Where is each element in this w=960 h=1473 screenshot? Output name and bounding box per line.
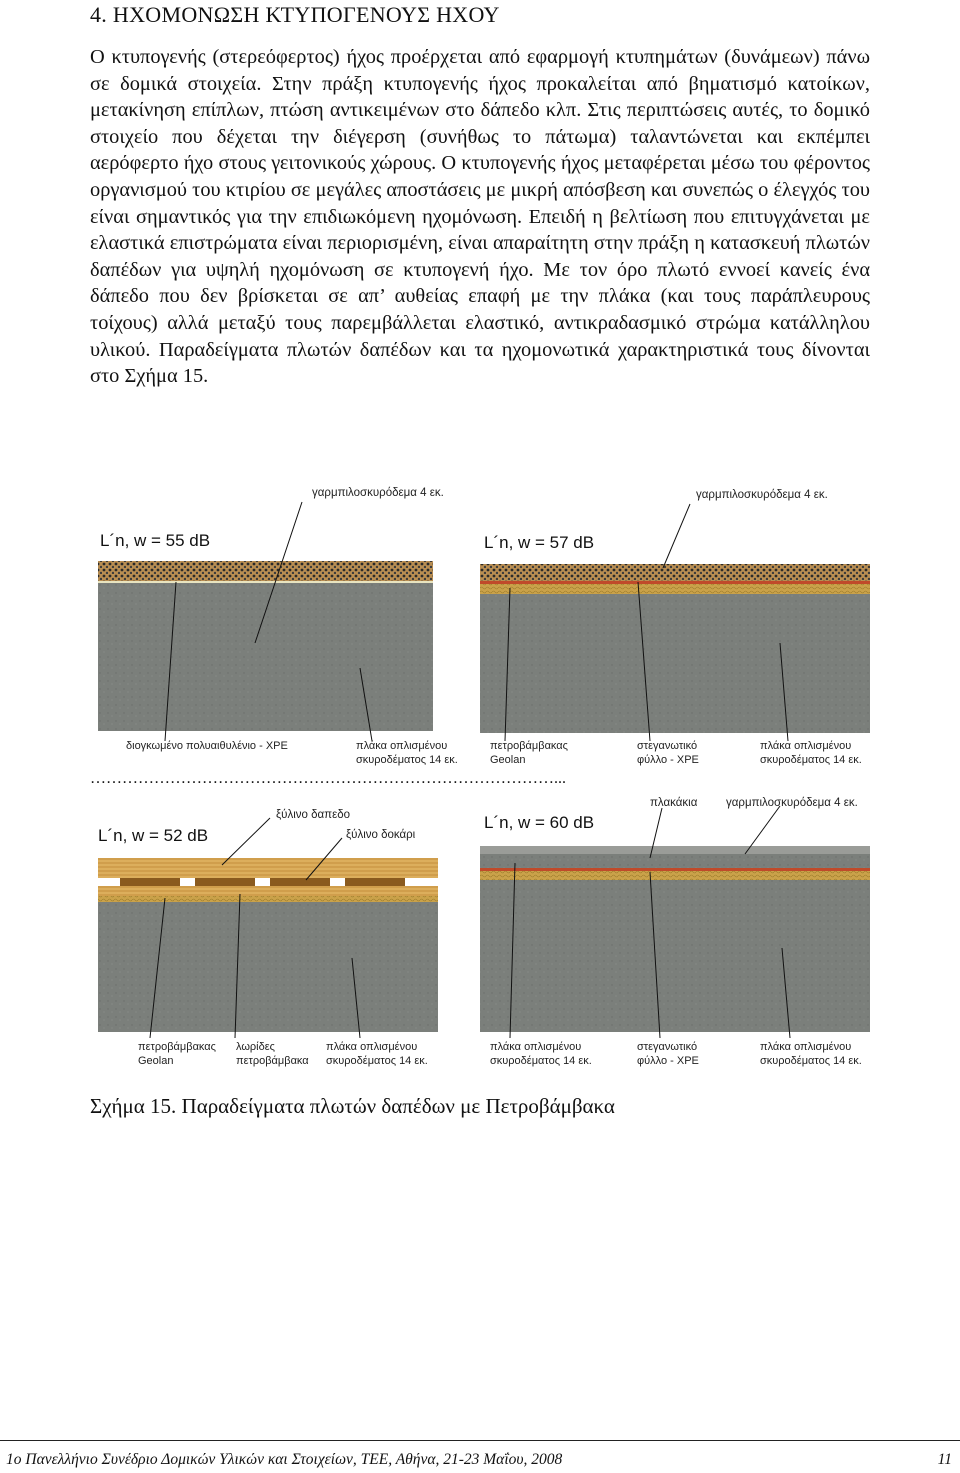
bottom-label: στεγανωτικό: [637, 1041, 698, 1053]
bottom-label: πλάκα οπλισμένου: [356, 740, 448, 752]
bottom-label: φύλλο - XPE: [637, 1055, 699, 1067]
wood-floor: [98, 858, 438, 878]
concrete-slab: [98, 902, 438, 1032]
bottom-label: πετροβάμβακας: [138, 1041, 216, 1053]
rating-label: L´n, w = 57 dB: [484, 533, 595, 552]
bottom-label: πετροβάμβακας: [490, 740, 568, 752]
wood-beam: [345, 878, 405, 886]
xpe-layer: [98, 581, 433, 583]
tiles-layer: [480, 846, 870, 854]
bottom-label: στεγανωτικό: [637, 740, 698, 752]
top-label: ξύλινο δαπεδο: [276, 809, 350, 821]
mineral-wool-layer: [480, 584, 870, 594]
leader-line: [663, 504, 690, 568]
section-heading: 4. ΗΧΟΜΟΝΩΣΗ ΚΤΥΠΟΓΕΝΟΥΣ ΗΧΟΥ: [90, 2, 500, 27]
bottom-label: πετροβάμβακα: [236, 1055, 309, 1067]
bottom-label: διογκωμένο πολυαιθυλένιο - XPE: [126, 740, 288, 752]
bottom-label: φύλλο - XPE: [637, 754, 699, 766]
panel-top-left: [98, 487, 458, 766]
top-label: ξύλινο δοκάρι: [346, 829, 416, 841]
bottom-label: Geolan: [138, 1055, 174, 1067]
wood-beam: [120, 878, 180, 886]
waterproof-layer: [480, 868, 870, 871]
rating-label: L´n, w = 55 dB: [100, 531, 211, 550]
bottom-label: Geolan: [490, 754, 526, 766]
top-label: γαρμπιλοσκυρόδεμα 4 εκ.: [696, 489, 828, 501]
mineral-wool-strips: [98, 896, 438, 902]
concrete-slab: [98, 583, 433, 731]
footer-conference: 1ο Πανελλήνιο Συνέδριο Δομικών Υλικών και Στοιχείων, ΤΕΕ, Αθήνα, 21-23 Μαΐου, 2008: [6, 1451, 563, 1468]
bottom-label: λωρίδες: [236, 1041, 275, 1053]
wood-beam: [195, 878, 255, 886]
floor-sections-diagram: [90, 478, 870, 1090]
figure-floating-floors: [90, 478, 870, 1090]
screed-layer: [98, 561, 433, 581]
separator-dots: ……………………………………………………………………………...: [90, 770, 566, 787]
bottom-label: σκυροδέματος 14 εκ.: [760, 1055, 862, 1067]
bottom-label: σκυροδέματος 14 εκ.: [326, 1055, 428, 1067]
rating-label: L´n, w = 52 dB: [98, 826, 209, 845]
screed-layer: [480, 854, 870, 868]
panel-bottom-left: [98, 809, 438, 1067]
figure-caption: Σχήμα 15. Παραδείγματα πλωτών δαπέδων με Πετροβάμβακα: [90, 1094, 615, 1118]
concrete-slab: [480, 880, 870, 1032]
bottom-label: πλάκα οπλισμένου: [326, 1041, 418, 1053]
bottom-label: σκυροδέματος 14 εκ.: [760, 754, 862, 766]
mineral-wool-layer: [480, 871, 870, 880]
rating-label: L´n, w = 60 dB: [484, 813, 595, 832]
panel-bottom-right: [480, 797, 870, 1067]
bottom-label: σκυροδέματος 14 εκ.: [490, 1055, 592, 1067]
screed-layer: [480, 564, 870, 581]
leader-line: [222, 818, 270, 865]
bottom-label: πλάκα οπλισμένου: [490, 1041, 582, 1053]
top-label: γαρμπιλοσκυρόδεμα 4 εκ.: [312, 487, 444, 499]
top-label: πλακάκια: [650, 797, 698, 809]
footer-divider: [0, 1440, 960, 1441]
panel-top-right: [480, 489, 870, 766]
top-label: γαρμπιλοσκυρόδεμα 4 εκ.: [726, 797, 858, 809]
bottom-label: σκυροδέματος 14 εκ.: [356, 754, 458, 766]
bottom-label: πλάκα οπλισμένου: [760, 740, 852, 752]
wood-subfloor: [98, 886, 438, 896]
concrete-slab: [480, 594, 870, 733]
body-paragraph: Ο κτυπογενής (στερεόφερτος) ήχος προέρχεται από εφαρμογή κτυπημάτων (δυνάμεων) πάνω σε δομικά στοιχεία. Στην πράξη κτυπογενής ήχος προκαλείται από βηματισμό κατοίκων, μετακίνηση επίπλων, πτώση αντικειμένων στο δάπεδο κλπ. Στις περιπτώσεις αυτές, το δομικό στοιχείο που δέχεται την διέγερση (συνήθως το πάτωμα) ταλαντώνεται και εκπέμπει αερόφερτο ήχο στους γειτονικούς χώρους. Ο κτυπογενής ήχος μεταφέρεται μέσω του φέροντος οργανισμού του κτιρίου σε μεγάλες αποστάσεις με μικρή απόσβεση και συνεπώς ο έλεγχός του είναι σημαντικός για την επιδιωκόμενη ηχομόνωση. Επειδή η βελτίωση που επιτυγχάνεται με ελαστικά επιστρώματα είναι περιορισμένη, είναι απαραίτητη στην πράξη η κατασκευή πλωτών δαπέδων για υψηλή ηχομόνωση σε κτυπογενή ήχο. Με τον όρο πλωτό εννοεί κανείς ένα δάπεδο που δεν βρίσκεται σε απ’ αυθείας επαφή με την πλάκα (και τους παράπλευρους τοίχους) αλλά μεταξύ τους παρεμβάλλεται ελαστικό, αντικραδασμικό στρώμα κατάλληλου υλικού. Παραδείγματα πλωτών δαπέδων και τα ηχομονωτικά χαρακτηριστικά τους δίνονται στο Σχήμα 15.: [90, 46, 870, 388]
waterproof-layer: [480, 581, 870, 584]
wood-beam: [270, 878, 330, 886]
bottom-label: πλάκα οπλισμένου: [760, 1041, 852, 1053]
page-number: 11: [937, 1451, 952, 1468]
